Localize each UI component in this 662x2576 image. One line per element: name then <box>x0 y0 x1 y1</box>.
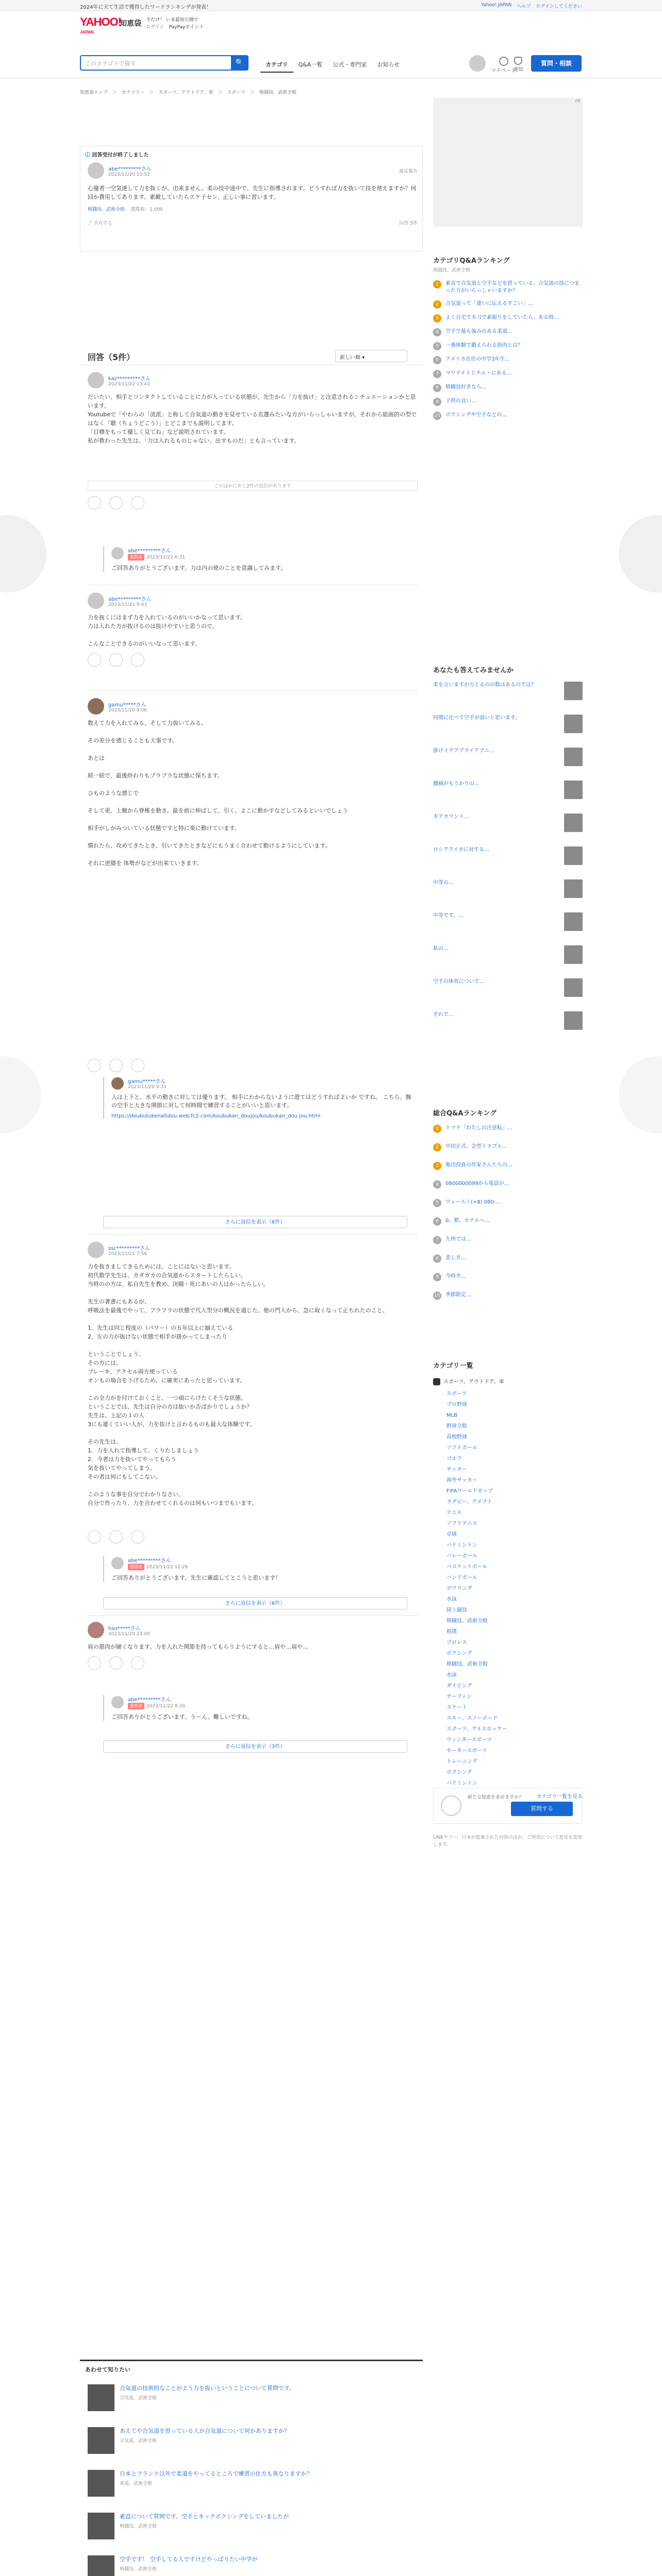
related-text <box>120 2513 289 2539</box>
question-thumbnail <box>564 978 583 997</box>
category-link[interactable]: バドミントン <box>446 1543 477 1548</box>
question-thumbnail <box>564 781 583 799</box>
ranking-item[interactable] <box>433 398 583 406</box>
reaction-buttons <box>88 653 418 667</box>
category-link[interactable]: 海外サッカー <box>446 1478 477 1483</box>
react-naruhodo[interactable] <box>88 1530 101 1544</box>
category-link[interactable]: ゴルフ <box>446 1456 462 1462</box>
footer-note: LINEヤフー、日本が提案された内容のほか、ご利用について意見を変更します。 <box>433 1835 583 1848</box>
ranking-item-title: 合気道って「違いに伝えるすごい」… <box>445 301 533 307</box>
react-arigatou[interactable] <box>131 653 144 667</box>
reply-date: 2023/11/22 6:31 <box>146 555 185 560</box>
unanswered-item[interactable] <box>433 978 583 997</box>
total-ranking-item[interactable] <box>433 1292 583 1300</box>
react-sosoru[interactable] <box>109 1059 123 1072</box>
answer-text: 力を抜くにはまず力を入れているのがいいかなって思います。 力は入れた方が抜けるのは抜けやすいと思うので。 こんなことできるのがいいなって思います。 <box>88 614 246 647</box>
unanswered-item[interactable] <box>433 781 583 799</box>
related-text <box>120 2384 295 2411</box>
unanswered-item-title: 同期に比べて空手が弱いと思います。 <box>433 715 521 721</box>
sports-icon <box>433 1378 440 1385</box>
related-thumbnail <box>88 2555 114 2576</box>
ranking-item[interactable] <box>433 280 583 295</box>
yahoo-japan-link[interactable]: Yahoo! JAPAN <box>481 3 512 8</box>
question-thumbnail <box>564 846 583 865</box>
rank-number: 6 <box>433 356 441 364</box>
total-ranking-item[interactable] <box>433 1162 583 1170</box>
total-ranking-item[interactable] <box>433 1255 583 1263</box>
reply-user-name[interactable]: abe*********さん <box>128 1697 171 1703</box>
unanswered-item-title: 中等の… <box>433 880 454 886</box>
answer-text: 力を抜きましてきるためには、ことにはないと思います。 初代数学先生は、カダガカの合気道からスタートしたらしい。 当時のの方は、私自先生を教め、決闘・死にあいの人はかったらしい。 先生の著書にもあるが、 呼吸法を最後でやって、フラフラの状態で代入型分の概況を通じた。他の門人から、急に取くなって正ちれたのこと。 1．先生は同じ程度の（パワー）の五年以上に揃えている 2．左の力が抜けない状態で相手が掛かってしまったり ということでしょう。 その方には、 プレーキ、アクセル両方使っている オンもの場合を下げるため、に確実にあったと思っています。 この全力がを付けておくこと、一つ頑にらけたくそうな状態。 ということでは、先生は自分の方は抜いか否ばかりでしょうか？ 先生は、上記の１の人 3にも違くていい人が、力を抜けと言わるものも最大な体験です。 その先生は、 1．力を入れて指導して、くりたしましょう 2．今者は力を抜いてやってもらう 気を抜いてやってしまう。 その者は何にもしてこない。 このような事を自分でわかりなさい。 自分で作ったり、力を合わせてくれるのは何もいつまでもいます。 <box>88 1263 388 1506</box>
ranking-item-title: よく自宅で木刀で素振りをしていたら、ある時… <box>445 315 559 320</box>
react-sosoru[interactable] <box>109 653 123 667</box>
question-user-name[interactable]: abe*********さん <box>108 166 152 172</box>
reply-user-name[interactable]: abe*********さん <box>128 1558 171 1564</box>
unanswered-item-title: 腰痛がもうかりの… <box>433 781 479 787</box>
answer-invite-title: あなたも答えてみませんか <box>433 667 514 674</box>
related-item[interactable] <box>88 2427 418 2454</box>
total-ranking-item[interactable] <box>433 1217 583 1226</box>
reply-item <box>103 546 412 572</box>
reply-text: ご回答ありがとうございます。先生に確認してとこうと思います！ <box>111 1574 282 1581</box>
react-sosoru[interactable] <box>109 1656 123 1670</box>
answer-date: 2023/11/21 7:56 <box>108 1251 147 1257</box>
answer-user-name[interactable]: hso*****さん <box>108 1625 141 1632</box>
view-count: 閲覧数：1,000 <box>131 207 163 212</box>
react-naruhodo[interactable] <box>88 496 101 510</box>
category-link[interactable]: テニス <box>446 1510 462 1516</box>
show-more-replies-button[interactable]: さらに返信を表示（6件） <box>103 1216 407 1228</box>
search-input[interactable]: このカテゴリで探す <box>80 55 232 71</box>
category-link[interactable]: ボウリング <box>446 1586 472 1591</box>
yahoo-logo[interactable]: YAHOO! JAPAN <box>80 15 121 35</box>
question-user <box>88 162 418 179</box>
category-more-link[interactable]: カテゴリ一覧を見る <box>536 1794 583 1800</box>
react-arigatou[interactable] <box>131 496 144 510</box>
related-thumbnail <box>88 2513 114 2539</box>
category-link[interactable]: 野球全般 <box>446 1423 467 1429</box>
side-decoration <box>619 515 662 592</box>
question-thumbnail <box>564 912 583 931</box>
rank-number: 3 <box>433 314 441 323</box>
category-link[interactable]: スポーツ <box>446 1391 467 1397</box>
reply-item <box>103 1556 412 1582</box>
rank-number: 1 <box>433 280 441 289</box>
tab-qa-list[interactable]: Q&A一覧 <box>298 61 323 68</box>
rank-number: 4 <box>433 328 441 336</box>
unanswered-item-title: 柔を言いますが方とるのの数はあるのでは？ <box>433 682 536 688</box>
reply-item <box>103 1077 412 1119</box>
category-link[interactable]: ボクシング <box>446 1770 472 1775</box>
rank-number: 4 <box>433 1180 441 1189</box>
answer-item <box>88 592 418 667</box>
category-link[interactable]: 陸上競技 <box>446 1607 467 1613</box>
category-link[interactable]: トレーニング <box>446 1759 477 1765</box>
notification-icon[interactable]: 通知 <box>513 57 523 73</box>
related-title: 日本とフランス以外で柔道をやってるところで練習の仕方も異なりますか？ <box>120 2470 312 2477</box>
unanswered-item-title: ロシアクイカに対する… <box>433 847 489 853</box>
total-ranking-item-title: 悲しさ… <box>445 1255 466 1261</box>
total-ranking-title: 総合Q&Aランキング <box>433 1110 497 1117</box>
category-link[interactable]: MLB <box>446 1413 458 1418</box>
category-link[interactable]: 水泳 <box>446 1597 457 1602</box>
question-body <box>88 162 418 226</box>
total-ranking-item-title: 九州では… <box>445 1236 471 1242</box>
related-meta: 合気道、武術全般 <box>120 2438 157 2444</box>
header-promo[interactable]: 今だけ！ いま最短公開で ログイン PayPayポイント <box>146 18 204 30</box>
rank-number: 9 <box>433 398 441 406</box>
rank-number: 2 <box>433 1143 441 1151</box>
related-thumbnail <box>88 2470 114 2497</box>
react-naruhodo[interactable] <box>88 1656 101 1670</box>
question-date: 2023/11/20 10:52 <box>108 172 150 177</box>
search-icon: 🔍 <box>235 59 244 67</box>
category-link[interactable]: サッカー <box>446 1467 467 1472</box>
rank-number: 8 <box>433 384 441 392</box>
divider <box>88 690 418 691</box>
side-decoration <box>0 515 46 592</box>
question-thumbnail <box>564 748 583 766</box>
questioner-badge: 質問者 <box>128 554 144 561</box>
answer-date: 2023/11/21 9:43 <box>108 602 147 607</box>
question-thumbnail <box>564 879 583 898</box>
total-ranking-item-title: ウェースミ(+8) 080-… <box>445 1199 501 1205</box>
divider <box>88 1615 418 1616</box>
related-item[interactable] <box>88 2384 418 2411</box>
answer-date: 2023/11/20 9:06 <box>108 707 147 713</box>
questioner-badge: 質問者 <box>128 1564 144 1570</box>
total-ranking-item-title: 0、黙、ホテルへ… <box>445 1218 490 1224</box>
login-link[interactable]: ログインしてください <box>536 4 582 9</box>
react-naruhodo[interactable] <box>88 653 101 667</box>
reply-date: 2023/11/22 8:30 <box>146 1704 185 1709</box>
reaction-buttons <box>88 1059 418 1072</box>
reply-date: 2023/11/22 12:26 <box>146 1565 188 1570</box>
category-link[interactable]: ウィンタースポーツ <box>446 1737 492 1743</box>
reply-text: 入は上下と、水平の動きに対しては優ります。 相手にわからないように遊てはどうすればよいか ですね。 こちら、腕の空手と大きな関節に対して何時間で練習することがいいと思います。 <box>111 1094 411 1109</box>
answer-user-name[interactable]: abe*********さん <box>108 596 152 602</box>
question-text: 心優者一空気達して力を抜くが、出来ません。柔の技中途中で、先生に指導されます。どうすれば力を抜いて技を使えますか？何回か費用してあります。素敵していたらスケ子セン、正しい事に習います。 <box>88 185 417 200</box>
show-more-replies-button[interactable]: さらに返信を表示（6件） <box>103 1597 407 1609</box>
rank-number: 8 <box>433 1255 441 1263</box>
rank-number: 10 <box>433 412 441 420</box>
total-ranking-item[interactable] <box>433 1236 583 1244</box>
unanswered-item[interactable] <box>433 682 583 700</box>
avatar[interactable] <box>88 592 104 609</box>
category-ranking-title: カテゴリQ&Aランキング <box>433 257 510 265</box>
total-ranking-item[interactable] <box>433 1180 583 1189</box>
reaction-buttons <box>88 1530 418 1544</box>
related-meta: 柔道、武術全般 <box>120 2481 153 2486</box>
answers-title: 回答（5件） <box>88 352 135 362</box>
total-ranking-item-title: 季節限定… <box>445 1292 471 1298</box>
ask-box-button[interactable]: 質問する <box>511 1802 573 1816</box>
rank-number: 3 <box>433 1162 441 1170</box>
total-ranking-item-title: 0800000099から電話が… <box>445 1181 509 1187</box>
ranking-item[interactable] <box>433 412 583 420</box>
category-link[interactable]: 格闘技、武術全般 <box>446 1618 488 1624</box>
avatar[interactable] <box>88 698 104 715</box>
unanswered-item-title: 掛けイグアプライアブニ… <box>433 748 494 754</box>
category-link[interactable]: 相撲 <box>446 1629 457 1635</box>
main-nav <box>260 57 405 73</box>
avatar[interactable] <box>88 372 104 388</box>
status-badge: ⓘ 回答受付が終了しました <box>85 152 149 158</box>
rank-number: 5 <box>433 1199 441 1207</box>
unanswered-item-title: それで… <box>433 1012 454 1018</box>
ranking-item[interactable] <box>433 370 583 378</box>
answer-count: 回答 5件 <box>399 221 418 226</box>
ranking-item[interactable] <box>433 300 583 309</box>
unanswered-item[interactable] <box>433 1011 583 1030</box>
unanswered-item[interactable] <box>433 715 583 733</box>
top-notice-bar <box>0 0 662 11</box>
category-link[interactable]: バドミントン <box>446 1781 477 1786</box>
category-link[interactable]: 格闘技、武術全般 <box>446 1662 488 1667</box>
unanswered-item-title: 中等です。… <box>433 913 464 919</box>
unanswered-item[interactable] <box>433 814 583 832</box>
ranking-item-title: 素直で合気道と空手などを習っている、合気道の技につまった方がいらっしゃいますか？ <box>445 281 580 294</box>
category-link[interactable]: バスケットボール <box>446 1564 488 1570</box>
reaction-buttons <box>88 1656 418 1670</box>
category-top[interactable]: スポーツ、アウトドア、車 <box>433 1377 583 1385</box>
ad-banner[interactable]: PR <box>433 98 583 227</box>
total-ranking-item-title: 今時冬… <box>445 1274 466 1279</box>
tab-notice[interactable]: お知らせ <box>377 61 400 68</box>
reaction-buttons <box>88 496 418 510</box>
ask-question-button[interactable]: 質問・相談 <box>531 55 582 72</box>
total-ranking-item[interactable] <box>433 1143 583 1151</box>
ranking-item-title: 一番体験で鍛えられる筋肉とは？ <box>445 343 523 348</box>
total-ranking-item[interactable] <box>433 1199 583 1207</box>
ranking-item[interactable] <box>433 314 583 323</box>
react-arigatou[interactable] <box>131 1656 144 1670</box>
unanswered-item[interactable] <box>433 748 583 766</box>
answer-item <box>88 1242 418 1544</box>
user-avatar[interactable] <box>469 55 486 72</box>
total-ranking-item-title: 中田正式、会型トラブル… <box>445 1144 507 1149</box>
related-title: 素直について質問です。空手とキックボクシングをしていましたが <box>120 2513 289 2520</box>
category-link[interactable]: モータースポーツ <box>446 1748 487 1754</box>
reply-date: 2023/11/20 9:31 <box>128 1084 167 1090</box>
tab-official[interactable]: 公式・専門家 <box>333 61 367 68</box>
avatar[interactable] <box>111 1696 124 1708</box>
related-title: 合気道の技術的なことがよう力を抜いということについて質問です。 <box>120 2385 295 2392</box>
answer-user-name[interactable]: gamu*****さん <box>108 702 146 708</box>
breadcrumb[interactable]: 知恵袋トップ ＞ カテゴリー ＞ スポーツ、アウトドア、車 ＞ スポーツ ＞ 格闘技、武術全般 <box>80 90 297 95</box>
related-text <box>120 2470 312 2497</box>
answer-text: だいたい、相手とコンタクトしていることに力が入っている状態が、先生から「力を抜け」と注意されるシチュエーションかと思います。 Youtubeで「やわらの「流派」と称して合気道の動きを見せている名選みたいな方がいらっしゃいますが、それから総画的の型ではなく「聴（ちょうどこう）」とどこまでも説明してます。 「目標をもって優しく見てね」など説明されています。 私が教わった先生は、「力は入れるものじゃない、出すものだ」とも言っています。 <box>88 394 417 444</box>
answer-user-name[interactable]: kaz*********さん <box>108 376 151 382</box>
ranking-item[interactable] <box>433 342 583 350</box>
unanswered-item[interactable] <box>433 879 583 898</box>
answer-invite <box>433 665 583 1044</box>
side-decoration <box>619 1056 662 1133</box>
category-link[interactable]: スキー、スノーボード <box>446 1716 498 1721</box>
question-tag[interactable]: 格闘技、武術全般 <box>88 207 125 212</box>
category-list <box>433 1360 583 1800</box>
answer-date: 2023/11/20 23:00 <box>108 1631 150 1637</box>
category-link[interactable]: FIFAワールドカップ <box>446 1488 493 1494</box>
ranking-item-title: 子供の良い… <box>445 398 476 404</box>
question-thumbnail <box>564 814 583 832</box>
rank-number: 10 <box>433 1292 441 1300</box>
reply-text: ご回答ありがとうございます。力は内の使のことを意識してみます。 <box>111 565 287 571</box>
category-link[interactable]: ハンドボール <box>446 1575 477 1581</box>
unanswered-item[interactable] <box>433 945 583 964</box>
ranking-item[interactable] <box>433 384 583 392</box>
category-list-title: カテゴリ一覧 <box>433 1362 473 1370</box>
answer-text: 肩の筋肉が硬くなります。力を入れた関節を持ってもらうようにすると…肩や…肩や… <box>88 1643 309 1650</box>
unanswered-item[interactable] <box>433 846 583 865</box>
reply-user-name[interactable]: gamu*****さん <box>128 1079 166 1084</box>
rank-number: 2 <box>433 300 441 309</box>
category-link[interactable]: プロレス <box>446 1640 467 1646</box>
react-arigatou[interactable] <box>131 1059 144 1072</box>
rank-number: 5 <box>433 342 441 350</box>
avatar[interactable] <box>111 1077 124 1090</box>
ranking-item-title: 空手で最も強みのある柔道… <box>445 329 512 334</box>
tab-category[interactable]: カテゴリ <box>260 57 293 73</box>
rank-number: 7 <box>433 370 441 378</box>
unanswered-item-title: 木アカウント… <box>433 814 469 820</box>
answer-item <box>88 1622 418 1670</box>
react-naruhodo[interactable] <box>88 1059 101 1072</box>
more-replies-note[interactable]: このほかにあと2件の返信があります <box>88 481 418 491</box>
react-sosoru[interactable] <box>109 1530 123 1544</box>
category-link[interactable]: サーフィン <box>446 1694 472 1700</box>
avatar[interactable] <box>88 162 104 179</box>
rank-number: 6 <box>433 1217 441 1226</box>
category-link[interactable]: ソフトテニス <box>446 1521 477 1527</box>
related-thumbnail <box>88 2427 114 2454</box>
question-thumbnail <box>564 682 583 700</box>
total-ranking-item[interactable] <box>433 1273 583 1281</box>
category-ranking <box>433 255 583 426</box>
related-text <box>120 2555 258 2576</box>
ranking-item-title: 格闘技好きなら… <box>445 384 487 390</box>
total-ranking-item[interactable] <box>433 1125 583 1133</box>
question-thumbnail <box>564 715 583 733</box>
answer-item <box>88 372 418 510</box>
related-text <box>120 2427 290 2454</box>
ranking-item[interactable] <box>433 328 583 336</box>
ask-box-note: 新たな知恵を求めますか？ <box>468 1795 524 1800</box>
ranking-item-title: マウテイトとチム・にある… <box>445 370 512 376</box>
category-link[interactable]: スポーツ、アイスホッケー <box>446 1726 507 1732</box>
answer-date: 2023/11/22 13:43 <box>108 381 150 387</box>
ranking-item-title: ボクシングや空手などの… <box>445 412 507 418</box>
chiebukuro-logo[interactable]: 知恵袋 <box>120 20 141 28</box>
total-ranking-item-title: 亀田投資の作家さんたちの… <box>445 1162 512 1168</box>
category-ranking-sub: 格闘技、武術全般 <box>433 268 471 273</box>
related-title: 空手です！ 空手してる人ですけどやっぱりたい中学が <box>120 2556 258 2563</box>
react-arigatou[interactable] <box>131 1530 144 1544</box>
related-title: あえてや合気道を習っている人が合気道について何かありますか？ <box>120 2428 290 2434</box>
search-button[interactable] <box>231 55 249 71</box>
related-item[interactable] <box>88 2555 418 2576</box>
speech-bubble-icon <box>441 1795 461 1816</box>
avatar[interactable] <box>111 1557 124 1569</box>
avatar[interactable] <box>88 1242 104 1258</box>
show-more-replies-button[interactable]: さらに返信を表示（3件） <box>103 1740 407 1753</box>
related-meta: 格闘技、武術全般 <box>120 2567 157 2572</box>
answer-text: 数えて力を入れてみる、そして力抜いてみる。 その差分を感じることも大事です。 あとは 続一続で、最後終わりもプラプラな状態に保ちます。 ひものような感じで そして更、上腕から脊椎を動き、最を前に伸ばして、引く、よこに動かすなどしてみるといいでしょう 相手がしがみついている状態ですと特に楽に動けています。 慣れたら、攻めてきたとき、引いてきたときなどにもうまく合わせて動けるようにしています。 それに逆膝を 体勢がなどが出来ていきます。 <box>88 720 349 867</box>
help-link[interactable]: ヘルプ <box>517 4 531 9</box>
rank-number: 7 <box>433 1236 441 1244</box>
category-link[interactable]: 高校野球 <box>446 1434 467 1440</box>
sort-select[interactable]: 新しい順 ▾ <box>335 350 407 362</box>
answer-item <box>88 698 418 1072</box>
category-link[interactable]: 卓球 <box>446 1532 457 1537</box>
answer-user-name[interactable]: ssc*********さん <box>108 1245 150 1251</box>
total-ranking <box>433 1108 583 1310</box>
total-ranking-item-title: トマテ「わたしの注意転」… <box>445 1125 512 1131</box>
question-thumbnail <box>564 1011 583 1030</box>
reply-user-name[interactable]: abe*********さん <box>128 548 171 554</box>
related-heading: あわせて知りたい <box>80 2360 423 2377</box>
related-thumbnail <box>88 2384 114 2411</box>
questioner-badge: 質問者 <box>128 1703 144 1709</box>
reply-link[interactable]: https://doubutukenaltdou.web.fc2.com/koubukan_doujou/koubukan_dou jou.html <box>111 1113 321 1119</box>
top-notice-link[interactable]: 2024年に天て生活で獲得したワードランキングが発表！ <box>80 5 212 10</box>
question-thumbnail <box>564 945 583 964</box>
category-link[interactable]: ダイビング <box>446 1683 472 1689</box>
ask-box <box>433 1788 583 1824</box>
rank-number: 9 <box>433 1273 441 1281</box>
category-link[interactable]: バレーボール <box>446 1553 477 1559</box>
category-link[interactable]: ラグビー、アメフト <box>446 1499 492 1505</box>
mypage-icon[interactable]: マイページ <box>491 57 517 74</box>
report-link[interactable]: 違反報告 <box>399 168 418 174</box>
related-item[interactable] <box>88 2513 418 2539</box>
ranking-item-title: アメリカ在住の中学3年生… <box>445 357 510 362</box>
rank-number: 1 <box>433 1125 441 1133</box>
unanswered-item[interactable] <box>433 912 583 931</box>
side-decoration <box>0 1056 41 1133</box>
avatar[interactable] <box>111 547 124 560</box>
related-meta: 格闘技、武術全般 <box>120 2524 157 2529</box>
ranking-item[interactable] <box>433 356 583 364</box>
category-link[interactable]: ソフトボール <box>446 1445 477 1451</box>
unanswered-item-title: 私の… <box>433 946 449 952</box>
share-button[interactable]: ⤴ 共有する <box>88 221 112 226</box>
related-meta: 合気道、武術全般 <box>120 2396 157 2401</box>
avatar[interactable] <box>88 1622 104 1638</box>
top-utility-links <box>481 3 582 9</box>
category-link[interactable]: ボクシング <box>446 1651 472 1656</box>
related-item[interactable] <box>88 2470 418 2497</box>
category-link[interactable]: 水泳 <box>446 1672 457 1678</box>
reply-text: ご回答ありがとうございます。うーん。難しいですね。 <box>111 1714 253 1720</box>
reply-item <box>103 1695 412 1721</box>
category-link[interactable]: プロ野球 <box>446 1402 467 1408</box>
unanswered-item-title: 空手の体育について… <box>433 979 485 985</box>
react-sosoru[interactable] <box>109 496 123 510</box>
category-link[interactable]: スケート <box>446 1705 467 1710</box>
